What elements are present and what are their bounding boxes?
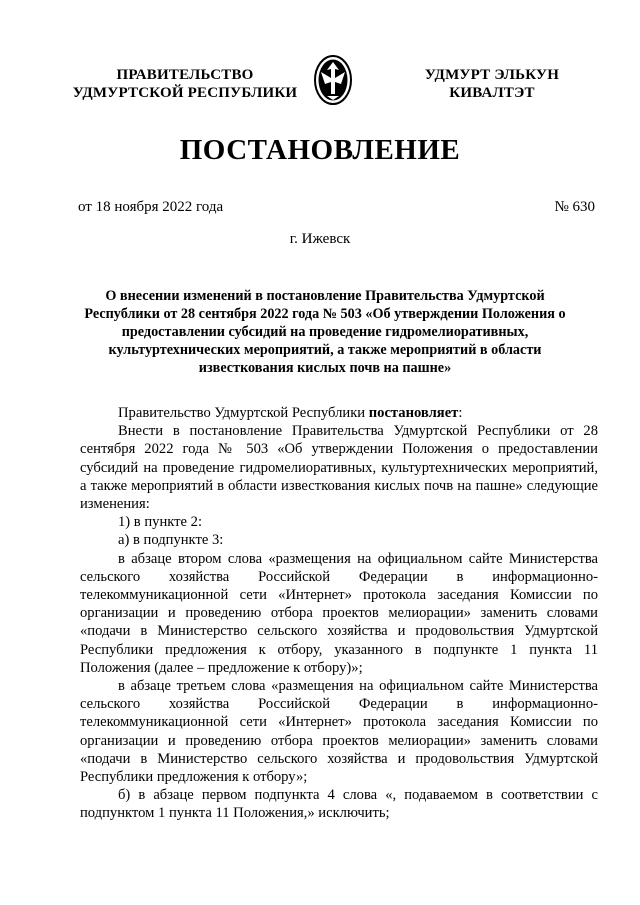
government-name-line2: УДМУРТСКОЙ РЕСПУБЛИКИ <box>72 85 298 101</box>
government-name-udmurt-line1: УДМУРТ ЭЛЬКУН <box>424 67 560 83</box>
document-number: № 630 <box>554 199 595 215</box>
body-paragraph: а) в подпункте 3: <box>118 532 224 549</box>
coat-of-arms-icon <box>313 54 353 106</box>
intro-end: : <box>458 405 463 421</box>
body-paragraph: б) в абзаце первом подпункта 4 слова «, подаваемом в соответствии с подпунктом 1 пункта 11 Положения,» исключить; <box>80 787 598 822</box>
document-city: г. Ижевск <box>289 231 351 247</box>
intro-text: Правительство Удмуртской Республики <box>118 405 369 421</box>
government-name-udmurt <box>392 66 592 102</box>
document-date: от 18 ноября 2022 года <box>78 199 224 215</box>
body-paragraph: в абзаце третьем слова «размещения на официальном сайте Министерства сельского хозяйства Российской Федерации в информационно-телекоммуникационной сети «Интернет» протокола заседания Комиссии по организации и проведению отбора проектов мелиорации» заменить словами «подачи в Министерство сельского хозяйства и продовольствия Удмуртской Республики предложения к отбору»; <box>80 678 598 786</box>
document-body <box>80 404 598 823</box>
government-name-russian <box>60 66 310 102</box>
body-paragraph: 1) в пункте 2: <box>118 514 203 531</box>
body-paragraph: в абзаце втором слова «размещения на официальном сайте Министерства сельского хозяйства Российской Федерации в информационно-телекоммуникационной сети «Интернет» протокола заседания Комиссии по организации и проведению отбора проектов мелиорации» заменить словами «подачи в Министерство сельского хозяйства и продовольствия Удмуртской Республики предложения к отбору, указанного в подпункте 1 пункта 11 Положения (далее – предложение к отбору)»; <box>80 550 598 676</box>
government-name-line1: ПРАВИТЕЛЬСТВО <box>116 67 254 83</box>
intro-paragraph <box>80 404 598 422</box>
intro-bold: постановляет <box>368 405 459 421</box>
government-name-udmurt-line2: КИВАЛТЭТ <box>449 85 535 101</box>
body-paragraph: Внести в постановление Правительства Удмуртской Республики от 28 сентября 2022 года № 503 «Об утверждении Положения о предоставлении субсидий на проведение гидромелиоративных, культуртехнических мероприятий, а также мероприятий в области известкования кислых почв на пашне» следующие изменения: <box>80 423 598 513</box>
document-title: ПОСТАНОВЛЕНИЕ <box>179 134 461 166</box>
document-subject: О внесении изменений в постановление Правительства Удмуртской Республики от 28 сентября 2022 года № 503 «Об утверждении Положения о предоставлении субсидий на проведение гидромелиоративных, культуртехнических мероприятий, а также мероприятий в области известкования кислых почв на пашне» <box>84 288 566 376</box>
